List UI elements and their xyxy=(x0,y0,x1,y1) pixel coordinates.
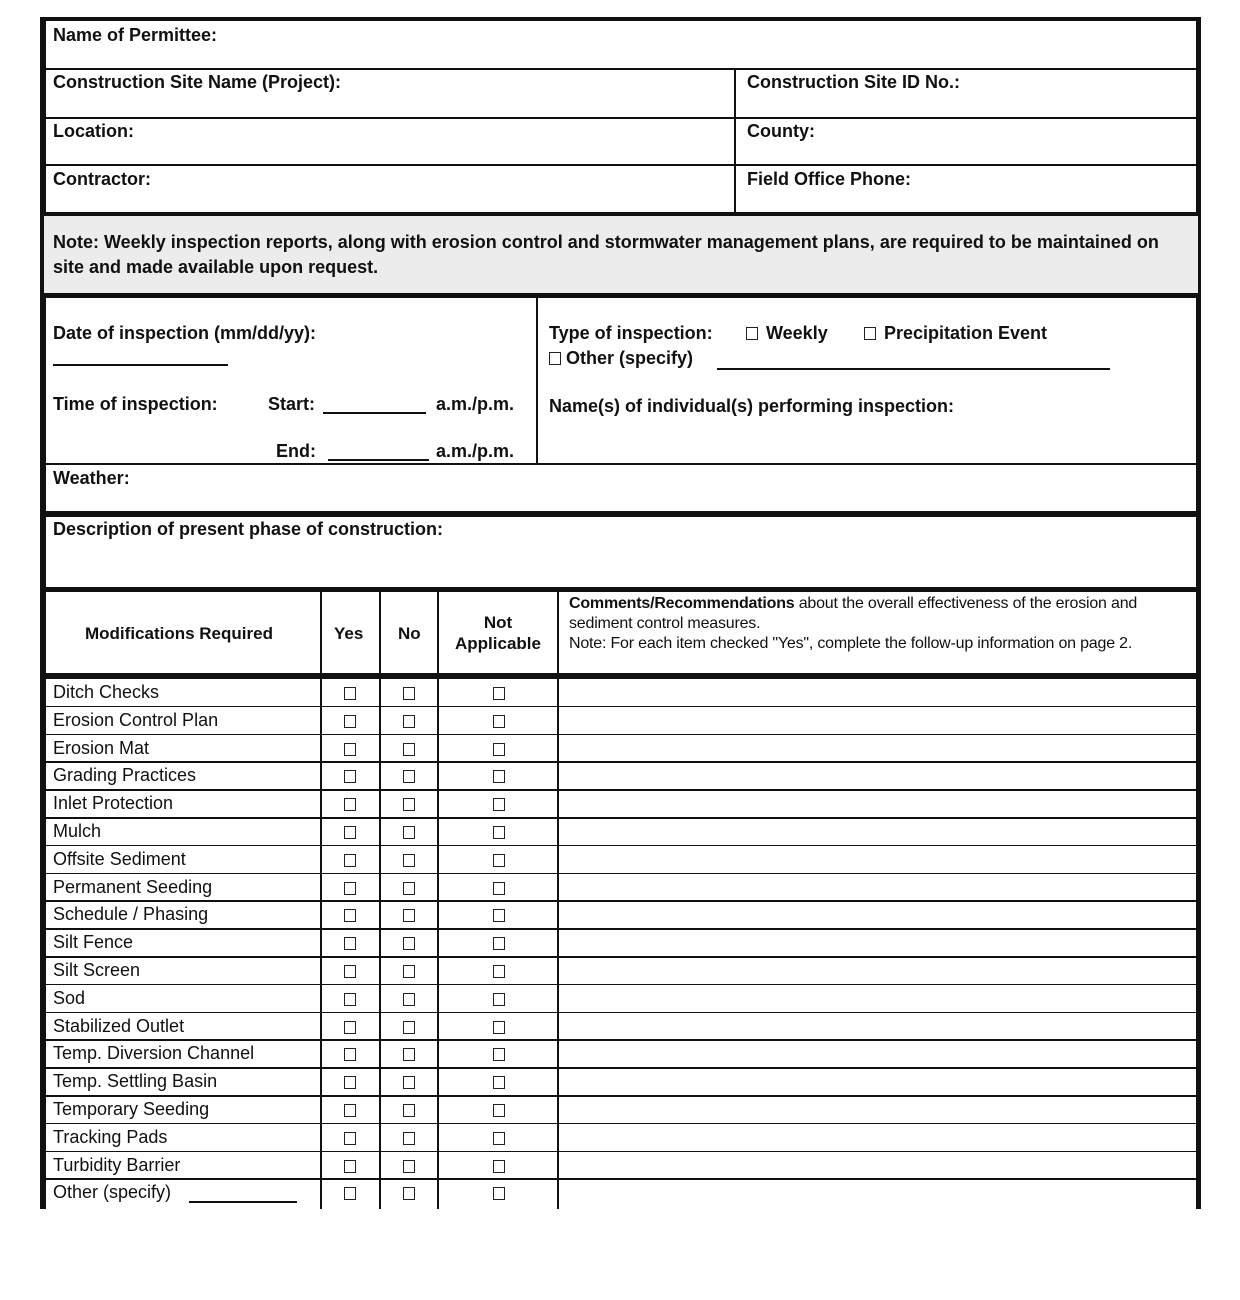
col-mod-header: Modifications Required xyxy=(85,624,273,643)
row-label: Turbidity Barrier xyxy=(53,1154,181,1175)
na-checkbox[interactable] xyxy=(493,1021,505,1034)
na-checkbox[interactable] xyxy=(493,1187,505,1200)
time-label: Time of inspection: xyxy=(53,394,218,414)
no-checkbox[interactable] xyxy=(403,965,415,978)
yes-checkbox[interactable] xyxy=(344,937,356,950)
comment-cell[interactable] xyxy=(560,818,1196,844)
no-checkbox[interactable] xyxy=(403,715,415,728)
yes-checkbox[interactable] xyxy=(344,909,356,922)
comment-cell[interactable] xyxy=(560,874,1196,900)
comments-title: Comments/Recommendations xyxy=(569,595,795,612)
no-checkbox[interactable] xyxy=(403,1187,415,1200)
header-vertical-divider xyxy=(734,68,736,218)
comment-cell[interactable] xyxy=(560,1124,1196,1150)
permittee-label: Name of Permittee: xyxy=(53,25,218,45)
row-label: Ditch Checks xyxy=(53,682,160,702)
divider xyxy=(44,164,1198,166)
comment-cell[interactable] xyxy=(560,985,1196,1011)
comment-cell[interactable] xyxy=(560,1040,1196,1066)
na-checkbox[interactable] xyxy=(493,1160,505,1173)
county-label: County: xyxy=(747,121,815,141)
no-checkbox[interactable] xyxy=(403,1132,415,1145)
na-checkbox[interactable] xyxy=(493,882,505,895)
weekly-option[interactable] xyxy=(746,323,828,344)
na-checkbox[interactable] xyxy=(493,743,505,756)
na-checkbox[interactable] xyxy=(493,1104,505,1117)
start-time-field[interactable] xyxy=(323,412,426,414)
yes-checkbox[interactable] xyxy=(344,743,356,756)
row-label: Schedule / Phasing xyxy=(53,904,209,925)
comment-cell[interactable] xyxy=(560,790,1196,816)
row-label: Other (specify) xyxy=(53,1182,172,1203)
row-label: Temporary Seeding xyxy=(53,1099,210,1119)
comments-note: Note: For each item checked "Yes", complete the follow-up information on page 2. xyxy=(569,635,1133,652)
yes-checkbox[interactable] xyxy=(344,770,356,783)
row-label: Inlet Protection xyxy=(53,793,174,814)
yes-checkbox[interactable] xyxy=(344,715,356,728)
no-checkbox[interactable] xyxy=(403,993,415,1006)
start-label: Start: xyxy=(268,394,316,414)
row-label: Tracking Pads xyxy=(53,1126,168,1147)
weekly-label: Weekly xyxy=(766,323,828,343)
divider xyxy=(44,463,1198,465)
row-label: Sod xyxy=(53,987,86,1008)
divider xyxy=(44,117,1198,119)
contractor-label: Contractor: xyxy=(53,169,151,189)
row-label: Stabilized Outlet xyxy=(53,1015,185,1036)
note-text: Note: Weekly inspection reports, along with erosion control and stormwater management plans, are required to be maintained on site and made available upon request. xyxy=(53,232,1159,277)
row-label: Erosion Control Plan xyxy=(53,709,219,730)
na-checkbox[interactable] xyxy=(493,1076,505,1089)
row-label: Erosion Mat xyxy=(53,737,150,758)
col-na-line2: Applicable xyxy=(455,634,541,653)
frame-left xyxy=(40,17,46,1209)
yes-checkbox[interactable] xyxy=(344,993,356,1006)
no-checkbox[interactable] xyxy=(403,826,415,839)
end-label: End: xyxy=(276,441,316,461)
col-na-header xyxy=(438,612,558,654)
comment-cell[interactable] xyxy=(560,1096,1196,1122)
na-checkbox[interactable] xyxy=(493,1132,505,1145)
no-checkbox[interactable] xyxy=(403,937,415,950)
thick-divider xyxy=(44,293,1198,298)
no-checkbox[interactable] xyxy=(403,1076,415,1089)
comment-cell[interactable] xyxy=(560,762,1196,788)
comments-header xyxy=(569,594,1189,654)
na-checkbox[interactable] xyxy=(493,1048,505,1061)
no-checkbox[interactable] xyxy=(403,1048,415,1061)
no-checkbox[interactable] xyxy=(403,1104,415,1117)
comment-cell[interactable] xyxy=(560,1152,1196,1178)
yes-checkbox[interactable] xyxy=(344,687,356,700)
row-label: Permanent Seeding xyxy=(53,876,213,897)
comment-cell[interactable] xyxy=(560,707,1196,733)
other-label: Other (specify) xyxy=(566,348,694,368)
precip-label: Precipitation Event xyxy=(884,323,1048,343)
inspection-vertical-divider xyxy=(536,297,538,464)
no-checkbox[interactable] xyxy=(403,882,415,895)
site-id-label: Construction Site ID No.: xyxy=(747,72,960,92)
yes-checkbox[interactable] xyxy=(344,1104,356,1117)
col-na-line1: Not xyxy=(483,613,513,632)
yes-checkbox[interactable] xyxy=(344,882,356,895)
comment-cell[interactable] xyxy=(560,1013,1196,1039)
site-name-label: Construction Site Name (Project): xyxy=(53,72,342,92)
row-label: Temp. Settling Basin xyxy=(53,1071,218,1092)
comment-cell[interactable] xyxy=(560,846,1196,872)
na-checkbox[interactable] xyxy=(493,937,505,950)
na-checkbox[interactable] xyxy=(493,798,505,811)
no-checkbox[interactable] xyxy=(403,770,415,783)
na-checkbox[interactable] xyxy=(493,965,505,978)
row-label: Grading Practices xyxy=(53,765,197,786)
weekly-checkbox[interactable] xyxy=(746,327,758,340)
comments-rest: about the overall effectiveness of the erosion and sediment control measures. xyxy=(569,595,1138,632)
yes-checkbox[interactable] xyxy=(344,1048,356,1061)
frame-top xyxy=(40,17,1201,21)
na-checkbox[interactable] xyxy=(493,854,505,867)
precip-option[interactable] xyxy=(864,323,1047,344)
other-checkbox[interactable] xyxy=(549,352,561,365)
divider xyxy=(44,68,1198,70)
other-option[interactable] xyxy=(549,348,693,369)
phone-label: Field Office Phone: xyxy=(747,169,912,189)
row-label: Silt Fence xyxy=(53,932,134,953)
type-label: Type of inspection: xyxy=(549,323,713,343)
yes-checkbox[interactable] xyxy=(344,854,356,867)
yes-checkbox[interactable] xyxy=(344,1076,356,1089)
no-checkbox[interactable] xyxy=(403,1160,415,1173)
na-checkbox[interactable] xyxy=(493,770,505,783)
comment-cell[interactable] xyxy=(560,901,1196,927)
yes-checkbox[interactable] xyxy=(344,1160,356,1173)
row-label: Silt Screen xyxy=(53,960,141,980)
date-label: Date of inspection (mm/dd/yy): xyxy=(53,323,317,343)
no-checkbox[interactable] xyxy=(403,854,415,867)
comment-cell[interactable] xyxy=(560,929,1196,955)
comment-cell[interactable] xyxy=(560,1068,1196,1094)
other-specify-row-field[interactable] xyxy=(189,1201,297,1203)
no-checkbox[interactable] xyxy=(403,798,415,811)
yes-checkbox[interactable] xyxy=(344,1021,356,1034)
na-checkbox[interactable] xyxy=(493,826,505,839)
frame-right xyxy=(1196,17,1201,1209)
description-label: Description of present phase of construction: xyxy=(53,519,444,539)
na-checkbox[interactable] xyxy=(493,993,505,1006)
yes-checkbox[interactable] xyxy=(344,1187,356,1200)
no-checkbox[interactable] xyxy=(403,909,415,922)
no-checkbox[interactable] xyxy=(403,687,415,700)
no-checkbox[interactable] xyxy=(403,743,415,756)
na-checkbox[interactable] xyxy=(493,715,505,728)
location-label: Location: xyxy=(53,121,134,141)
col-no-header: No xyxy=(398,624,421,643)
comment-cell[interactable] xyxy=(560,735,1196,761)
comment-cell[interactable] xyxy=(560,957,1196,983)
row-label: Temp. Diversion Channel xyxy=(53,1043,255,1064)
thick-divider xyxy=(44,587,1198,592)
na-checkbox[interactable] xyxy=(493,909,505,922)
precip-checkbox[interactable] xyxy=(864,327,876,340)
other-specify-field[interactable] xyxy=(717,368,1110,370)
yes-checkbox[interactable] xyxy=(344,826,356,839)
end-time-field[interactable] xyxy=(328,459,429,461)
ampm-end: a.m./p.m. xyxy=(436,441,515,461)
row-label: Offsite Sediment xyxy=(53,848,186,869)
row-label: Mulch xyxy=(53,821,102,841)
na-checkbox[interactable] xyxy=(493,687,505,700)
weather-label: Weather: xyxy=(53,468,130,488)
yes-checkbox[interactable] xyxy=(344,1132,356,1145)
yes-checkbox[interactable] xyxy=(344,965,356,978)
ampm-start: a.m./p.m. xyxy=(436,394,515,414)
date-field[interactable] xyxy=(53,364,228,366)
names-label: Name(s) of individual(s) performing inspection: xyxy=(549,396,955,416)
thick-divider xyxy=(44,511,1198,517)
no-checkbox[interactable] xyxy=(403,1021,415,1034)
comment-cell[interactable] xyxy=(560,1179,1196,1205)
comment-cell[interactable] xyxy=(560,679,1196,705)
col-yes-header: Yes xyxy=(334,624,364,643)
yes-checkbox[interactable] xyxy=(344,798,356,811)
